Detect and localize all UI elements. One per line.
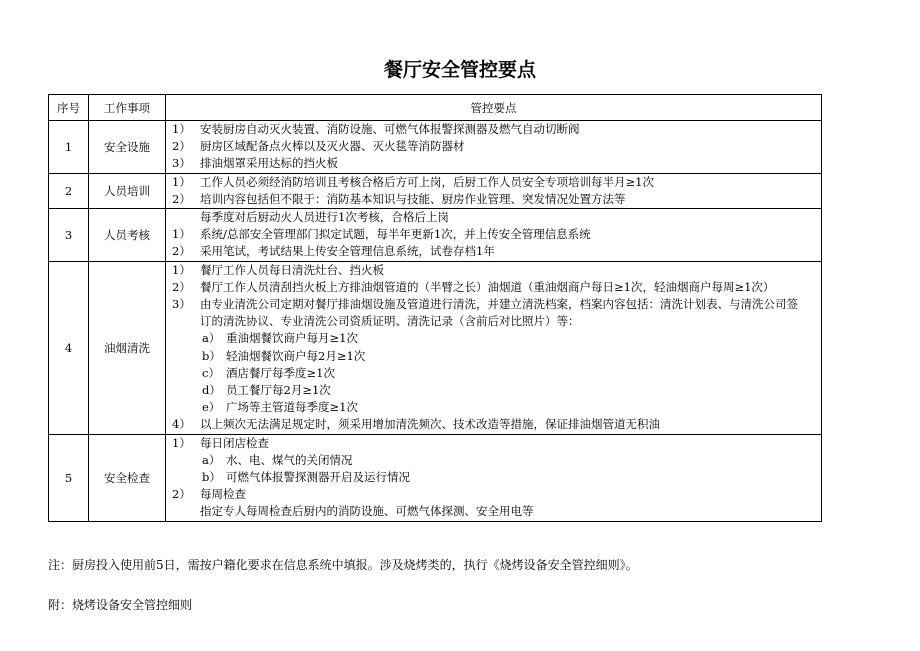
control-point-line bbox=[172, 382, 817, 399]
list-text: 餐厅工作人员每日清洗灶台、挡火板 bbox=[200, 262, 384, 277]
list-marker: d） bbox=[202, 383, 221, 398]
list-marker: 2） bbox=[172, 191, 191, 206]
control-point-line bbox=[172, 365, 817, 382]
control-point-line bbox=[172, 416, 817, 433]
work-item: 油烟清洗 bbox=[89, 261, 166, 434]
control-point-line bbox=[172, 435, 817, 452]
list-text: 厨房区域配备点火棒以及灭火器、灭火毯等消防器材 bbox=[200, 139, 465, 154]
list-text: 排油烟罩采用达标的挡火板 bbox=[200, 156, 338, 171]
list-marker: 2） bbox=[172, 487, 191, 502]
list-text: 安装厨房自动灭火装置、消防设施、可燃气体报警探测器及燃气自动切断阀 bbox=[200, 122, 580, 136]
list-marker: 3） bbox=[172, 297, 191, 312]
control-points bbox=[166, 173, 822, 208]
control-point-line bbox=[172, 452, 817, 469]
list-marker: a） bbox=[202, 452, 221, 467]
work-item: 安全检查 bbox=[89, 434, 166, 521]
list-text: 以上频次无法满足规定时，须采用增加清洗频次、技术改造等措施，保证排油烟管道无积油 bbox=[200, 417, 660, 432]
control-point-line bbox=[172, 121, 817, 138]
table-row bbox=[49, 261, 822, 434]
list-marker: a） bbox=[202, 331, 221, 346]
control-point-line bbox=[172, 191, 817, 208]
list-marker: e） bbox=[202, 400, 221, 415]
table-row bbox=[49, 121, 822, 174]
control-point-line bbox=[172, 330, 817, 347]
work-item: 安全设施 bbox=[89, 121, 166, 174]
list-text: 重油烟餐饮商户每月≥1次 bbox=[226, 331, 358, 346]
list-text: 工作人员必须经消防培训且考核合格后方可上岗，后厨工作人员安全专项培训每半月≥1次 bbox=[200, 174, 654, 189]
header-points: 管控要点 bbox=[166, 95, 822, 121]
control-point-line bbox=[172, 469, 817, 486]
list-marker: 4） bbox=[172, 417, 191, 432]
list-marker: 2） bbox=[172, 139, 191, 154]
list-marker: b） bbox=[202, 348, 221, 363]
list-text: 员工餐厅每2月≥1次 bbox=[226, 383, 331, 398]
control-point-line bbox=[172, 503, 817, 520]
document-title: 餐厅安全管控要点 bbox=[383, 59, 536, 81]
list-marker: 2） bbox=[172, 244, 191, 259]
header-item: 工作事项 bbox=[89, 95, 166, 121]
annex-line: 附：烧烤设备安全管控细则 bbox=[48, 598, 193, 612]
list-text: 广场等主管道每季度≥1次 bbox=[226, 400, 358, 415]
list-marker: 2） bbox=[172, 279, 191, 294]
footnote: 注：厨房投入使用前5日，需按户籍化要求在信息系统中填报。涉及烧烤类的，执行《烧烤设备安全管控细则》。 bbox=[48, 558, 638, 572]
control-point-line bbox=[172, 313, 817, 330]
table-body bbox=[49, 121, 822, 522]
list-text: 培训内容包括但不限于：消防基本知识与技能、厨房作业管理、突发情况处置方法等 bbox=[200, 191, 626, 206]
list-text: 由专业清洗公司定期对餐厅排油烟设施及管道进行清洗，并建立清洗档案，档案内容包括：清洗计划表、与清洗公司签 bbox=[200, 297, 798, 312]
list-marker: 1） bbox=[172, 262, 191, 277]
list-text: 每日闭店检查 bbox=[200, 435, 269, 450]
control-points bbox=[166, 121, 822, 174]
control-point-line bbox=[172, 155, 817, 172]
table-row bbox=[49, 434, 822, 521]
list-text: 指定专人每周检查后厨内的消防设施、可燃气体探测、安全用电等 bbox=[200, 504, 534, 519]
list-text: 系统/总部安全管理部门拟定试题，每半年更新1次，并上传安全管理信息系统 bbox=[200, 227, 591, 242]
control-point-line bbox=[172, 138, 817, 155]
control-points bbox=[166, 209, 822, 262]
list-text: 每季度对后厨动火人员进行1次考核，合格后上岗 bbox=[200, 210, 449, 225]
list-marker: 1） bbox=[172, 435, 191, 450]
row-number: 1 bbox=[49, 121, 89, 174]
control-point-line bbox=[172, 399, 817, 416]
list-text: 采用笔试，考试结果上传安全管理信息系统，试卷存档1年 bbox=[200, 244, 495, 259]
header-num: 序号 bbox=[49, 95, 89, 121]
work-item: 人员培训 bbox=[89, 173, 166, 208]
list-text: 可燃气体报警探测器开启及运行情况 bbox=[226, 470, 410, 485]
list-marker: 1） bbox=[172, 122, 191, 136]
list-text: 酒店餐厅每季度≥1次 bbox=[226, 365, 335, 380]
control-point-line bbox=[172, 262, 817, 279]
row-number: 5 bbox=[49, 434, 89, 521]
table-row bbox=[49, 209, 822, 262]
list-marker: 1） bbox=[172, 174, 191, 189]
work-item: 人员考核 bbox=[89, 209, 166, 262]
list-marker: 3） bbox=[172, 156, 191, 171]
list-text: 水、电、煤气的关闭情况 bbox=[226, 452, 353, 467]
list-text: 餐厅工作人员清刮挡火板上方排油烟管道的（半臂之长）油烟道（重油烟商户每日≥1次，轻油烟商户每周≥1次） bbox=[200, 279, 775, 294]
control-point-line bbox=[172, 243, 817, 260]
control-points bbox=[166, 261, 822, 434]
table-header-row bbox=[49, 95, 822, 121]
table-row bbox=[49, 173, 822, 208]
row-number: 4 bbox=[49, 261, 89, 434]
row-number: 2 bbox=[49, 173, 89, 208]
control-point-line bbox=[172, 174, 817, 191]
control-point-line bbox=[172, 348, 817, 365]
list-marker: b） bbox=[202, 470, 221, 485]
control-point-line bbox=[172, 226, 817, 243]
list-text: 轻油烟餐饮商户每2月≥1次 bbox=[226, 348, 366, 363]
control-point-line bbox=[172, 279, 817, 296]
safety-control-table bbox=[48, 94, 822, 522]
list-marker: 1） bbox=[172, 227, 191, 242]
list-text: 每周检查 bbox=[200, 487, 246, 502]
control-point-line bbox=[172, 296, 817, 313]
list-text: 订的清洗协议、专业清洗公司资质证明、清洗记录（含前后对比照片）等： bbox=[200, 314, 580, 329]
control-point-line bbox=[172, 209, 817, 226]
control-points bbox=[166, 434, 822, 521]
list-marker: c） bbox=[202, 365, 220, 380]
control-point-line bbox=[172, 486, 817, 503]
row-number: 3 bbox=[49, 209, 89, 262]
